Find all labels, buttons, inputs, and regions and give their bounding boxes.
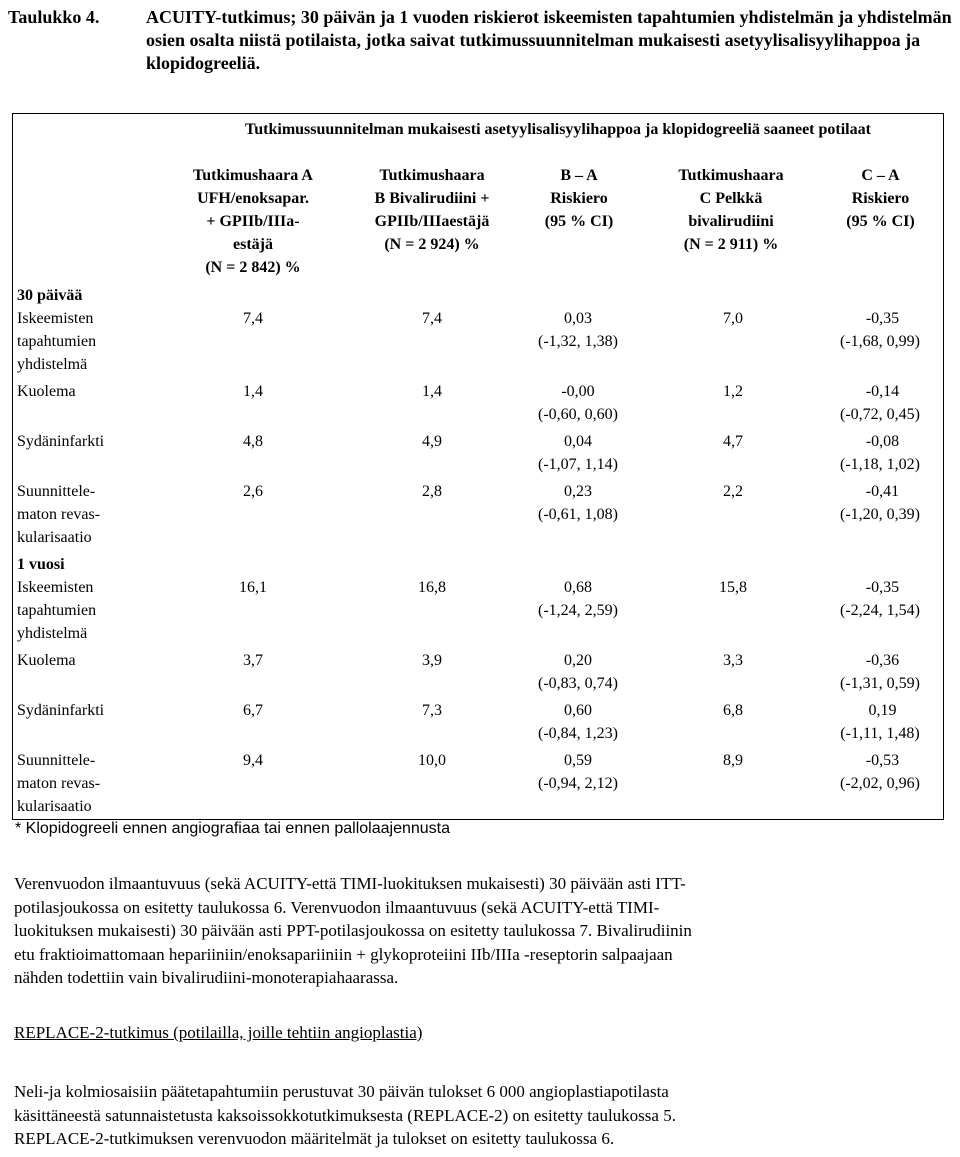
row-label [17,749,167,818]
value-arm-a: 1,4 [243,383,263,400]
ci-c-minus-a: (-1,31, 0,59) [840,675,920,692]
value-arm-c: 4,7 [723,433,743,450]
value-arm-b: 10,0 [418,752,446,769]
ci-b-minus-a: (-0,83, 0,74) [538,675,618,692]
row-label [17,699,167,722]
ci-c-minus-a: (-1,68, 0,99) [840,333,920,350]
value-arm-c: 1,2 [723,383,743,400]
column-header-c-minus-a: C – A Riskiero (95 % CI) [846,167,915,230]
column-header-b-minus-a: B – A Riskiero (95 % CI) [544,167,614,230]
row-label-line: maton revas- [17,775,101,792]
row-label-line: yhdistelmä [17,356,88,373]
value-arm-b: 16,8 [418,579,446,596]
value-arm-b: 2,8 [422,483,442,500]
ci-c-minus-a: (-1,11, 1,48) [840,725,920,742]
value-arm-a: 4,8 [243,433,263,450]
row-label-line: tapahtumien [17,602,97,619]
value-arm-a: 3,7 [243,652,263,669]
row-label-line: Kuolema [17,383,76,400]
caption-label: Taulukko 4. [8,7,100,27]
value-arm-a: 7,4 [243,310,263,327]
footnote: * Klopidogreeli ennen angiografiaa tai ennen pallolaajennusta [15,820,451,837]
value-arm-c: 6,8 [723,702,743,719]
row-label [17,649,167,672]
row-label-line: tapahtumien [17,333,97,350]
group-header: Tutkimussuunnitelman mukaisesti asetyylisalisyylihappoa ja klopidogreeliä saaneet potilaat [245,121,871,138]
value-arm-c: 15,8 [719,579,747,596]
value-b-minus-a: 0,23 [564,483,592,500]
ci-c-minus-a: (-2,02, 0,96) [840,775,920,792]
value-arm-b: 7,4 [422,310,442,327]
value-arm-b: 3,9 [422,652,442,669]
value-c-minus-a: -0,41 [865,483,900,500]
table-caption [8,6,952,75]
value-c-minus-a: -0,08 [865,433,900,450]
column-header-arm-a: Tutkimushaara A UFH/enoksapar. + GPIIb/IIIa- estäjä (N = 2 842) % [193,167,313,276]
value-arm-a: 9,4 [243,752,263,769]
section-heading: REPLACE-2-tutkimus (potilailla, joille tehtiin angioplastia) [14,1023,423,1042]
value-c-minus-a: -0,14 [865,383,900,400]
ci-b-minus-a: (-0,94, 2,12) [538,775,618,792]
value-arm-a: 16,1 [239,579,267,596]
value-c-minus-a: -0,35 [865,579,900,596]
row-label-line: Sydäninfarkti [17,433,105,450]
value-c-minus-a: 0,19 [868,702,897,719]
row-label-line: kularisaatio [17,798,92,815]
value-c-minus-a: -0,35 [865,310,900,327]
value-arm-c: 8,9 [723,752,743,769]
value-b-minus-a: 0,20 [564,652,592,669]
row-label [17,576,167,645]
replace2-paragraph: Neli-ja kolmiosaisiin päätetapahtumiin perustuvat 30 päivän tulokset 6 000 angioplastiapotilasta käsittäneestä satunnaistetusta kaksoissokkotutkimuksesta (REPLACE-2) on esitetty taulukossa 5. REPLACE-2-tutkimuksen verenvuodon määritelmät ja tulokset on esitetty taulukossa 6. [14,1082,676,1148]
row-label-line: Iskeemisten [17,310,94,327]
value-b-minus-a: -0,00 [561,383,595,400]
row-label-line: Sydäninfarkti [17,702,105,719]
ci-c-minus-a: (-1,20, 0,39) [840,506,920,523]
value-arm-c: 2,2 [723,483,743,500]
value-c-minus-a: -0,36 [865,652,900,669]
row-label-line: yhdistelmä [17,625,88,642]
ci-b-minus-a: (-0,61, 1,08) [538,506,618,523]
section-title: 1 vuosi [17,556,65,573]
value-arm-b: 1,4 [422,383,442,400]
results-table [12,113,944,820]
column-header-arm-b: Tutkimushaara B Bivalirudiini + GPIIb/IIIaestäjä (N = 2 924) % [374,167,490,253]
ci-b-minus-a: (-0,84, 1,23) [538,725,618,742]
value-arm-b: 7,3 [422,702,442,719]
row-label-line: Suunnittele- [17,752,96,769]
bleeding-paragraph: Verenvuodon ilmaantuvuus (sekä ACUITY-että TIMI-luokituksen mukaisesti) 30 päivään asti ITT- potilasjoukossa on esitetty taulukossa 6. Verenvuodon ilmaantuvuus (sekä ACUITY-että TIMI- luokituksen mukaisesti) 30 päivään asti PPT-potilasjoukossa on esitetty taulukossa 7. Bivalirudiinin etu fraktioimattomaan hepariiniin/enoksapariiniin + glykoproteiini IIb/IIIa -reseptorin salpaajaan nähden todettiin vain bivalirudiini-monoterapiahaarassa. [14,874,692,987]
value-arm-c: 3,3 [723,652,743,669]
value-arm-c: 7,0 [723,310,743,327]
row-label [17,380,167,403]
value-b-minus-a: 0,59 [564,752,592,769]
value-b-minus-a: 0,04 [564,433,592,450]
value-arm-a: 2,6 [243,483,263,500]
row-label-line: kularisaatio [17,529,92,546]
value-c-minus-a: -0,53 [865,752,900,769]
ci-c-minus-a: (-0,72, 0,45) [840,406,920,423]
ci-c-minus-a: (-2,24, 1,54) [840,602,920,619]
ci-b-minus-a: (-0,60, 0,60) [538,406,618,423]
value-arm-b: 4,9 [422,433,442,450]
column-header-arm-c: Tutkimushaara C Pelkkä bivalirudiini (N = 2 911) % [678,167,784,253]
section-title: 30 päivää [17,287,83,304]
row-label-line: maton revas- [17,506,101,523]
ci-b-minus-a: (-1,32, 1,38) [538,333,618,350]
row-label-line: Iskeemisten [17,579,94,596]
ci-b-minus-a: (-1,24, 2,59) [538,602,618,619]
value-arm-a: 6,7 [243,702,263,719]
value-b-minus-a: 0,03 [564,310,592,327]
ci-c-minus-a: (-1,18, 1,02) [840,456,920,473]
row-label [17,480,167,549]
caption-text: ACUITY-tutkimus; 30 päivän ja 1 vuoden riskierot iskeemisten tapahtumien yhdistelmän ja yhdistelmän osien osalta niistä potilaista, jotka saivat tutkimussuunnitelman mukaisesti asetyylisalisyylihappoa ja klopidogreeliä. [146,7,952,73]
value-b-minus-a: 0,60 [564,702,592,719]
row-label [17,307,167,376]
ci-b-minus-a: (-1,07, 1,14) [538,456,618,473]
row-label [17,430,167,453]
row-label-line: Kuolema [17,652,76,669]
value-b-minus-a: 0,68 [564,579,592,596]
row-label-line: Suunnittele- [17,483,96,500]
